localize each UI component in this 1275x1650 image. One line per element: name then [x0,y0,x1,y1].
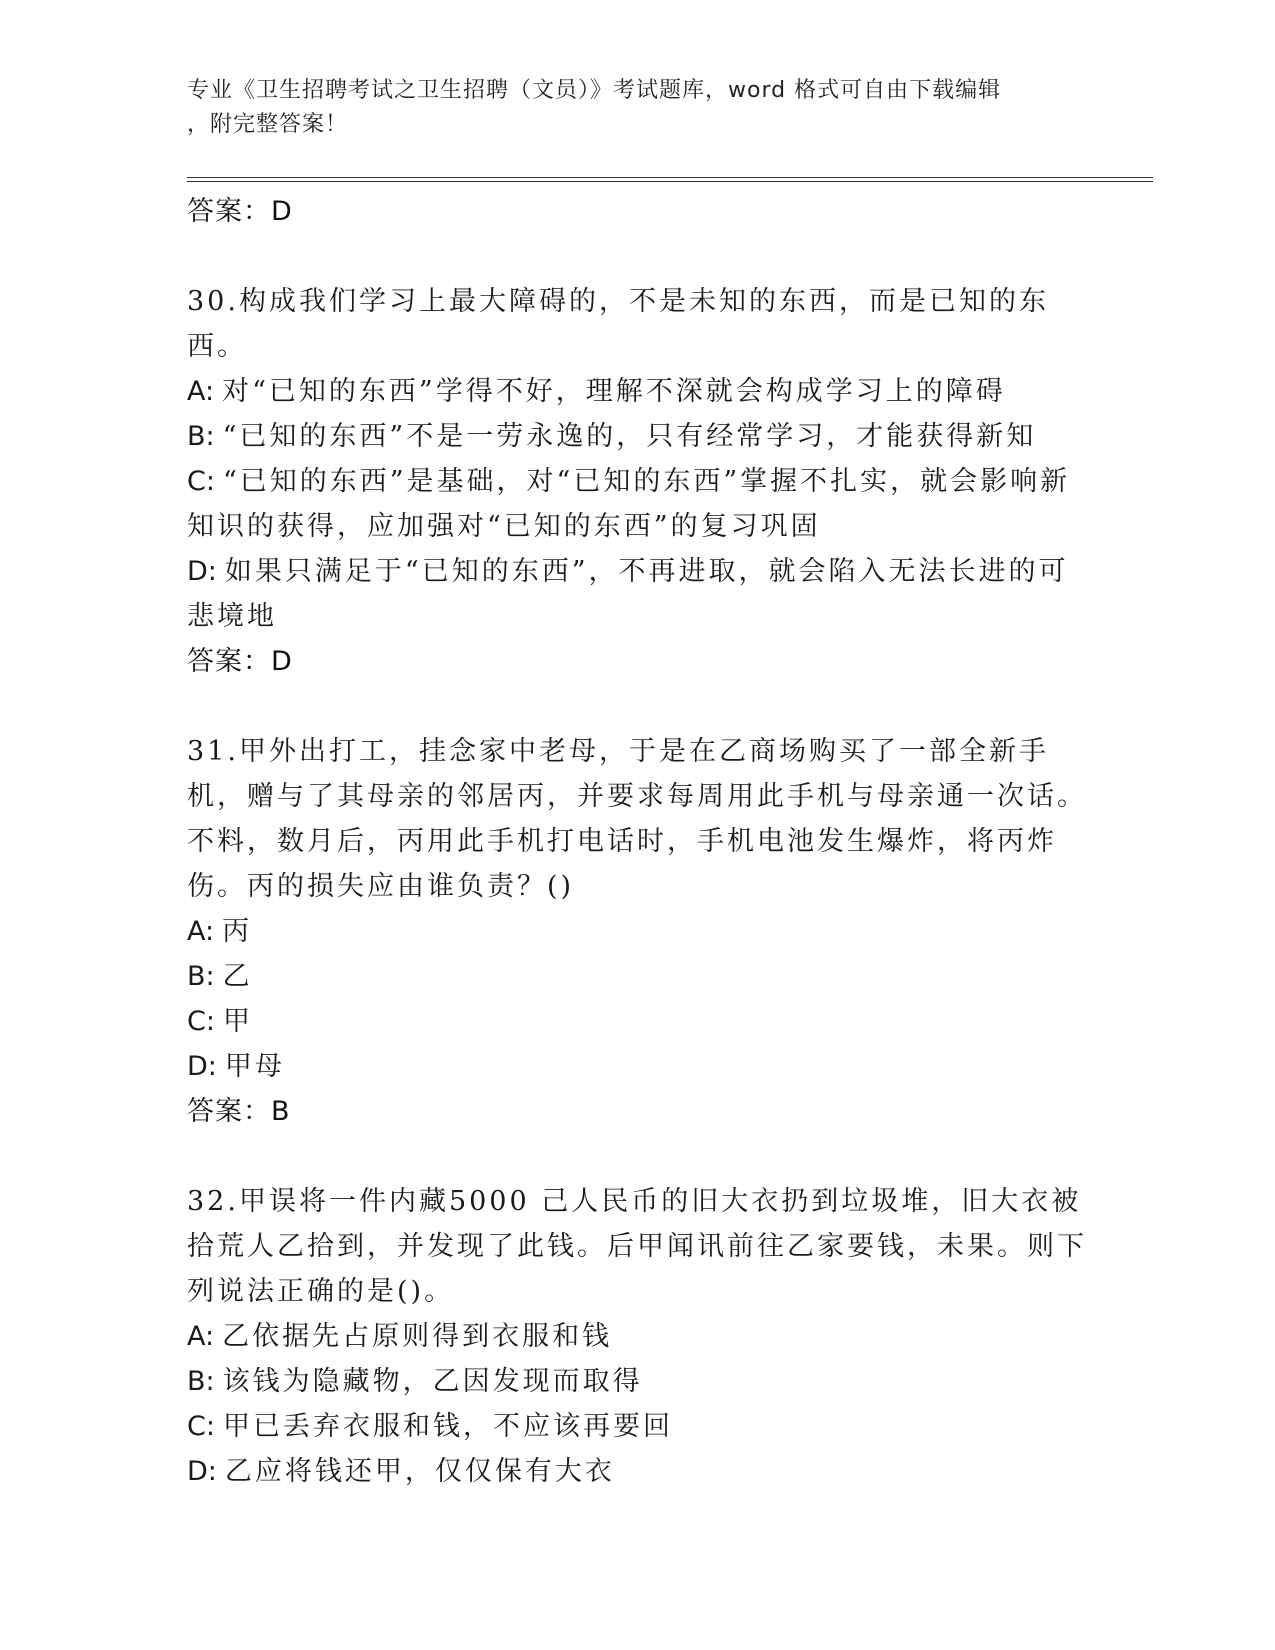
option-text: 丙 [222,916,253,947]
option-letter: C: [187,1411,215,1442]
option-text: 对“已知的东西”学得不好，理解不深就会构成学习上的障碍 [222,376,1006,407]
question-30 [187,279,1087,684]
option-a [187,1314,1087,1359]
option-letter: C: [187,1006,215,1037]
option-letter: B: [187,421,215,452]
question-text: 32.甲误将一件内藏5000 己人民币的旧大衣扔到垃圾堆，旧大衣被拾荒人乙拾到，并发现了此钱。后甲闻讯前往乙家要钱，未果。则下列说法正确的是()。 [187,1186,1087,1307]
option-letter: A: [187,916,215,947]
option-c [187,1404,1087,1449]
option-text: 乙 [222,961,253,992]
option-text: “已知的东西”是基础，对“已知的东西”掌握不扎实，就会影响新知识的获得，应加强对“已知的东西”的复习巩固 [187,466,1071,542]
option-b [187,1359,1087,1404]
option-text: 该钱为隐藏物，乙因发现而取得 [222,1366,643,1397]
option-text: 乙依据先占原则得到衣服和钱 [222,1321,613,1352]
header-divider-bottom [187,181,1153,182]
option-text: 乙应将钱还甲，仅仅保有大衣 [224,1456,615,1487]
option-d [187,1449,1087,1494]
header-line-1: 专业《卫生招聘考试之卫生招聘（文员）》考试题库，word 格式可自由下载编辑 [187,78,1002,103]
option-a [187,909,1087,954]
option-text: “已知的东西”不是一劳永逸的，只有经常学习，才能获得新知 [222,421,1037,452]
option-d [187,1044,1087,1089]
option-c [187,459,1087,549]
header-line-2: ，附完整答案！ [187,112,349,137]
option-b [187,954,1087,999]
option-text: 甲母 [224,1051,285,1082]
option-c [187,999,1087,1044]
option-letter: D: [187,556,217,587]
option-letter: A: [187,376,215,407]
option-text: 如果只满足于“已知的东西”，不再进取，就会陷入无法长进的可悲境地 [187,556,1069,632]
document-body [187,189,1087,1494]
option-d [187,549,1087,639]
option-letter: B: [187,1366,215,1397]
header-divider-top [187,177,1153,178]
option-letter: D: [187,1051,217,1082]
question-text: 30.构成我们学习上最大障碍的，不是未知的东西，而是已知的东西。 [187,286,1049,362]
option-text: 甲 [222,1006,253,1037]
option-letter: B: [187,961,215,992]
question-text: 31.甲外出打工，挂念家中老母，于是在乙商场购买了一部全新手机，赠与了其母亲的邻居丙，并要求每周用此手机与母亲通一次话。不料，数月后，丙用此手机打电话时，手机电池发生爆炸，将丙炸伤。丙的损失应由谁负责？() [187,736,1087,902]
option-a [187,369,1087,414]
option-text: 甲已丢弃衣服和钱，不应该再要回 [222,1411,673,1442]
answer-line: 答案：D [187,646,293,677]
option-letter: D: [187,1456,217,1487]
question-31 [187,729,1087,1134]
answer-line: 答案：D [187,196,293,227]
answer-line: 答案：B [187,1096,291,1127]
document-header [187,74,1067,142]
option-letter: A: [187,1321,215,1352]
option-letter: C: [187,466,215,497]
question-32 [187,1179,1087,1494]
option-b [187,414,1087,459]
